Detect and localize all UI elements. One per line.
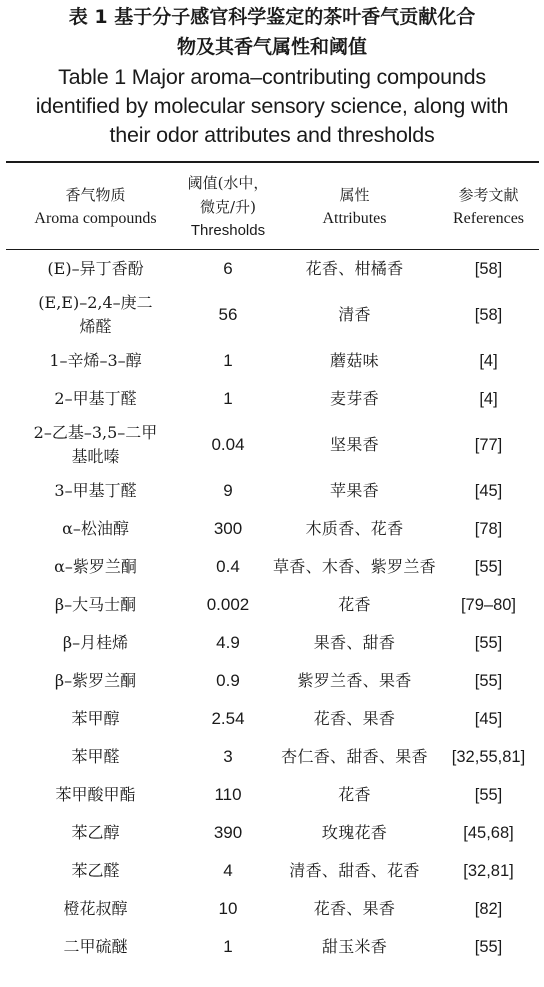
cell-compound-name: [6, 548, 185, 586]
cell-threshold: 9: [223, 481, 233, 500]
cell-threshold: 0.04: [211, 435, 245, 454]
table-row: [0, 852, 544, 890]
cell-references: [45]: [474, 482, 503, 500]
cell-attributes: 杏仁香、甜香、果香: [281, 747, 428, 766]
cell-threshold: 1: [223, 351, 233, 370]
column-header-references: [438, 170, 539, 244]
cell-attributes: 玫瑰花香: [321, 823, 388, 842]
compound-name-line: 3–甲基丁醛: [54, 481, 137, 500]
cell-compound-name: [6, 776, 185, 814]
cell-threshold: 0.002: [206, 595, 250, 614]
column-header-attributes: [271, 170, 438, 244]
cell-references: [55]: [474, 558, 503, 576]
cell-threshold: 4.9: [216, 633, 240, 652]
column-header-thresholds: [185, 170, 271, 244]
cell-attributes: 草香、木香、紫罗兰香: [272, 557, 436, 576]
cell-compound-name: [6, 418, 185, 472]
cell-references: [58]: [474, 260, 503, 278]
cell-attributes: 花香、果香: [313, 709, 396, 728]
cell-compound-name: [6, 250, 185, 288]
table-caption-cn-line2: 物及其香气属性和阈值: [176, 36, 367, 58]
table-caption-en-line3: their odor attributes and thresholds: [109, 123, 435, 147]
table-row: [0, 586, 544, 624]
cell-compound-name: [6, 738, 185, 776]
cell-compound-name: [6, 472, 185, 510]
table-row: [0, 928, 544, 966]
table-body: [0, 250, 544, 966]
cell-attributes: 坚果香: [330, 435, 379, 454]
table-row: [0, 662, 544, 700]
compound-name-line: 苯甲醇: [71, 709, 120, 728]
cell-references: [55]: [474, 938, 503, 956]
cell-references: [32,55,81]: [451, 748, 526, 766]
column-header-compounds-cn: 香气物质: [65, 186, 126, 204]
compound-name-line: β–大马士酮: [54, 595, 137, 614]
column-header-references-en: References: [452, 210, 525, 227]
cell-compound-name: [6, 380, 185, 418]
cell-threshold: 3: [223, 747, 233, 766]
cell-references: [78]: [474, 520, 503, 538]
cell-references: [55]: [474, 786, 503, 804]
compound-name-line: α–紫罗兰酮: [54, 557, 137, 576]
column-header-attributes-cn: 属性: [339, 186, 370, 204]
cell-compound-name: [6, 700, 185, 738]
compound-name-line: 烯醛: [79, 317, 112, 336]
table-row: [0, 380, 544, 418]
table-row: [0, 510, 544, 548]
cell-compound-name: [6, 624, 185, 662]
compound-name-line: 基吡嗪: [71, 447, 120, 466]
compound-name-line: (E)–异丁香酚: [47, 259, 144, 278]
table-top-rule: [6, 161, 539, 163]
cell-compound-name: [6, 662, 185, 700]
cell-compound-name: [6, 814, 185, 852]
column-header-attributes-en: Attributes: [322, 210, 387, 227]
cell-references: [55]: [474, 672, 503, 690]
compound-name-line: β–紫罗兰酮: [54, 671, 137, 690]
cell-threshold: 6: [223, 259, 233, 278]
column-header-thresholds-cn2: 微克/升): [200, 198, 256, 216]
cell-references: [45]: [474, 710, 503, 728]
cell-compound-name: [6, 586, 185, 624]
compound-name-line: 橙花叔醇: [63, 899, 128, 918]
column-header-compounds-en: Aroma compounds: [34, 210, 157, 227]
cell-attributes: 苹果香: [330, 481, 379, 500]
table-row: [0, 472, 544, 510]
cell-attributes: 蘑菇味: [330, 351, 379, 370]
compound-name-line: 2–乙基–3,5–二甲: [33, 423, 158, 442]
column-header-compounds: [6, 170, 185, 244]
column-header-thresholds-cn: 阈值(水中，: [187, 174, 269, 192]
cell-compound-name: [6, 890, 185, 928]
cell-threshold: 10: [218, 899, 238, 918]
cell-references: [4]: [479, 390, 498, 408]
compound-name-line: 苯乙醛: [71, 861, 120, 880]
cell-attributes: 花香、柑橘香: [305, 259, 404, 278]
compound-name-line: (E,E)–2,4–庚二: [38, 293, 153, 312]
compound-name-line: 2–甲基丁醛: [54, 389, 137, 408]
cell-threshold: 4: [223, 861, 233, 880]
cell-references: [55]: [474, 634, 503, 652]
table-row: [0, 890, 544, 928]
cell-threshold: 1: [223, 389, 233, 408]
compound-name-line: β–月桂烯: [62, 633, 129, 652]
table-row: [0, 624, 544, 662]
compound-name-line: 苯甲醛: [71, 747, 120, 766]
cell-threshold: 110: [214, 785, 242, 804]
cell-threshold: 2.54: [211, 709, 245, 728]
table-row: [0, 342, 544, 380]
cell-references: [45,68]: [463, 824, 514, 842]
compound-name-line: 苯甲酸甲酯: [55, 785, 136, 804]
cell-attributes: 甜玉米香: [321, 937, 388, 956]
cell-attributes: 花香: [338, 785, 371, 804]
compound-name-line: α–松油醇: [62, 519, 129, 538]
cell-threshold: 0.9: [216, 671, 240, 690]
cell-attributes: 清香、甜香、花香: [289, 861, 420, 880]
compound-name-line: 二甲硫醚: [63, 937, 128, 956]
cell-compound-name: [6, 852, 185, 890]
compound-name-line: 1–辛烯–3–醇: [49, 351, 142, 370]
cell-attributes: 花香、果香: [313, 899, 396, 918]
cell-threshold: 56: [218, 305, 238, 324]
table-row: [0, 418, 544, 472]
table-caption-en-line1: Table 1 Major aroma–contributing compounds: [58, 65, 486, 89]
cell-references: [4]: [479, 352, 498, 370]
cell-compound-name: [6, 510, 185, 548]
cell-attributes: 清香: [338, 305, 371, 324]
cell-references: [79–80]: [460, 596, 517, 614]
table-row: [0, 814, 544, 852]
cell-threshold: 300: [213, 519, 243, 538]
table-row: [0, 250, 544, 288]
column-header-references-cn: 参考文献: [458, 186, 519, 204]
cell-attributes: 木质香、花香: [305, 519, 404, 538]
cell-compound-name: [6, 342, 185, 380]
cell-compound-name: [6, 928, 185, 966]
cell-attributes: 果香、甜香: [313, 633, 396, 652]
compound-name-line: 苯乙醇: [71, 823, 120, 842]
table-caption-cn-line1: 表 1 基于分子感官科学鉴定的茶叶香气贡献化合: [68, 6, 476, 28]
table-row: [0, 738, 544, 776]
cell-threshold: 390: [213, 823, 243, 842]
cell-references: [32,81]: [463, 862, 514, 880]
column-header-thresholds-en: Thresholds: [190, 222, 266, 239]
cell-threshold: 0.4: [216, 557, 240, 576]
cell-references: [58]: [474, 306, 503, 324]
cell-references: [82]: [474, 900, 503, 918]
cell-references: [77]: [474, 436, 503, 454]
cell-attributes: 麦芽香: [330, 389, 379, 408]
cell-attributes: 紫罗兰香、果香: [297, 671, 412, 690]
cell-compound-name: [6, 288, 185, 342]
cell-attributes: 花香: [338, 595, 371, 614]
table-row: [0, 548, 544, 586]
table-caption-en-line2: identified by molecular sensory science, along with: [35, 94, 509, 118]
table-row: [0, 288, 544, 342]
table-row: [0, 776, 544, 814]
cell-threshold: 1: [223, 937, 233, 956]
table-row: [0, 700, 544, 738]
